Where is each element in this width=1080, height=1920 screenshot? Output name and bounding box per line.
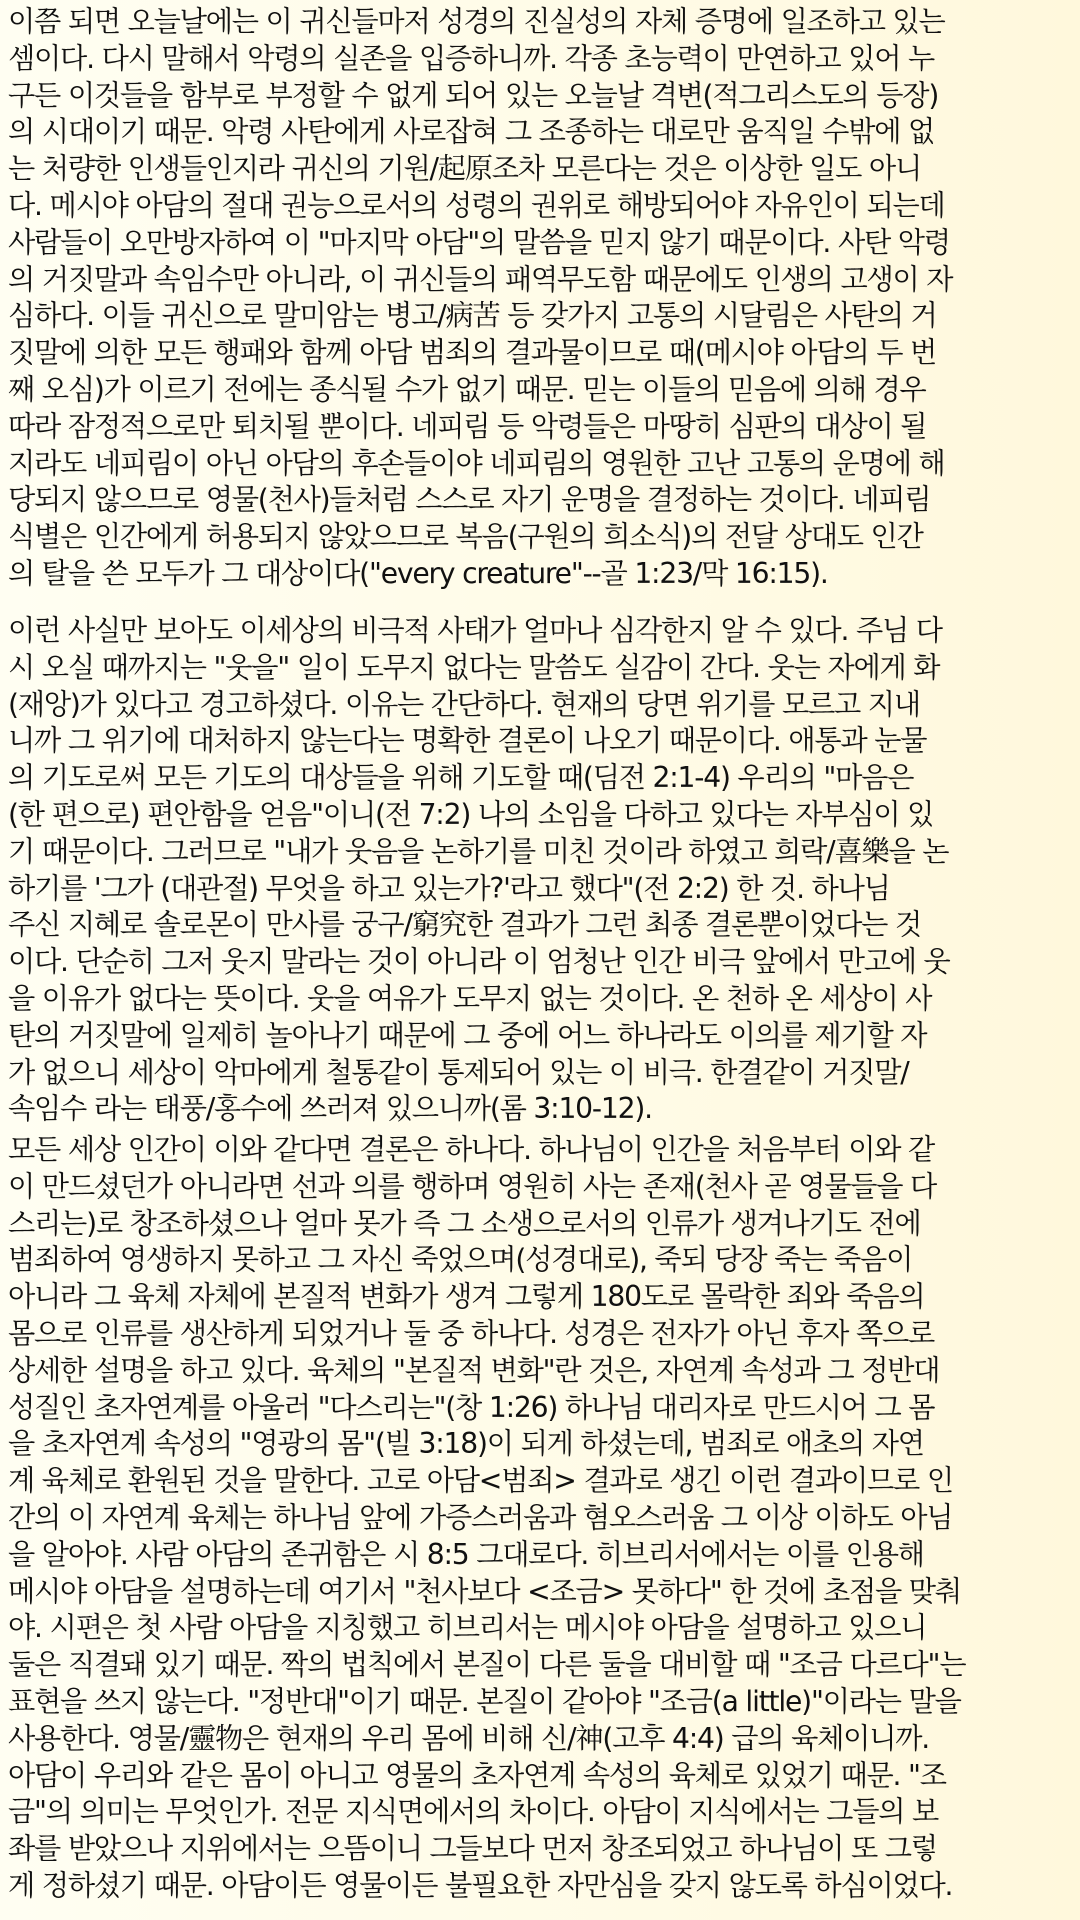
text-line: 게 정하셨기 때문. 아담이든 영물이든 불필요한 자만심을 갖지 않도록 하심이었다. <box>8 1868 953 1902</box>
text-line: 이런 사실만 보아도 이세상의 비극적 사태가 얼마나 심각한지 알 수 있다. 주님 다 <box>8 614 942 647</box>
text-line: 시 오실 때까지는 "웃을" 일이 도무지 없다는 말씀도 실감이 간다. 웃는 자에게 화 <box>8 650 940 684</box>
text-line: 계 육체로 환원된 것을 말한다. 고로 아담<범죄> 결과로 생긴 이런 결과이므로 인 <box>8 1464 953 1498</box>
text-line: 을 알아야. 사람 아담의 존귀함은 시 8:5 그대로다. 히브리서에서는 이를 인용해 <box>8 1537 924 1571</box>
text-line: 의 시대이기 때문. 악령 사탄에게 사로잡혀 그 조종하는 대로만 움직일 수밖에 없 <box>8 115 935 149</box>
text-line: 째 오심)가 이르기 전에는 종식될 수가 없기 때문. 믿는 이들의 믿음에 의해 경우 <box>8 372 926 406</box>
paragraph-2 <box>8 613 1072 1128</box>
text-line: 따라 잠정적으로만 퇴치될 뿐이다. 네피림 등 악령들은 마땅히 심판의 대상이 될 <box>8 409 927 443</box>
text-line: 사용한다. 영물/靈物은 현재의 우리 몸에 비해 신/神(고후 4:4) 급의 육체이니까. <box>8 1721 930 1755</box>
paragraph-1 <box>8 4 1072 593</box>
text-line: 범죄하여 영생하지 못하고 그 자신 죽었으며(성경대로), 죽되 당장 죽는 죽음이 <box>8 1243 913 1277</box>
text-line: 메시야 아담을 설명하는데 여기서 "천사보다 <조금> 못하다" 한 것에 초점을 맞춰 <box>8 1574 961 1608</box>
text-line: 지라도 네피림이 아닌 아담의 후손들이야 네피림의 영원한 고난 고통의 운명에 해 <box>8 446 945 480</box>
text-line: 셈이다. 다시 말해서 악령의 실존을 입증하니까. 각종 초능력이 만연하고 있어 누 <box>8 41 935 75</box>
text-line: 야. 시편은 첫 사람 아담을 지칭했고 히브리서는 메시야 아담을 설명하고 있으니 <box>8 1611 927 1645</box>
paragraph-3 <box>8 1132 1072 1905</box>
text-line: 이 만드셨던가 아니라면 선과 의를 행하며 영원히 사는 존재(천사 곧 영물들을 다 <box>8 1169 937 1203</box>
text-line: 주신 지혜로 솔로몬이 만사를 궁구/窮究한 결과가 그런 최종 결론뿐이었다는 것 <box>8 908 921 942</box>
text-line: 의 기도로써 모든 기도의 대상들을 위해 기도할 때(딤전 2:1-4) 우리의 "마음은 <box>8 761 914 795</box>
text-line: 간의 이 자연계 육체는 하나님 앞에 가증스러움과 혐오스러움 그 이상 이하도 아님 <box>8 1500 953 1534</box>
text-line: 당되지 않으므로 영물(천사)들처럼 스스로 자기 운명을 결정하는 것이다. 네피림 <box>8 483 931 517</box>
text-line: 아담이 우리와 같은 몸이 아니고 영물의 초자연계 속성의 육체로 있었기 때문. "조 <box>8 1758 946 1792</box>
text-line: 을 초자연계 속성의 "영광의 몸"(빌 3:18)이 되게 하셨는데, 범죄로 애초의 자연 <box>8 1427 924 1461</box>
text-line: 식별은 인간에게 허용되지 않았으므로 복음(구원의 희소식)의 전달 상대도 인간 <box>8 520 923 554</box>
text-line: 의 거짓말과 속임수만 아니라, 이 귀신들의 패역무도함 때문에도 인생의 고생이 자 <box>8 262 953 296</box>
text-line: 몸으로 인류를 생산하게 되었거나 둘 중 하나다. 성경은 전자가 아닌 후자 쪽으로 <box>8 1316 935 1350</box>
text-line: 상세한 설명을 하고 있다. 육체의 "본질적 변화"란 것은, 자연계 속성과 그 정반대 <box>8 1353 940 1387</box>
text-line: 좌를 받았으나 지위에서는 으뜸이니 그들보다 먼저 창조되었고 하나님이 또 그렇 <box>8 1832 937 1866</box>
text-line: 속임수 라는 태풍/홍수에 쓰러져 있으니까(롬 3:10-12). <box>8 1092 652 1126</box>
text-line: 성질인 초자연계를 아울러 "다스리는"(창 1:26) 하나님 대리자로 만드시어 그 몸 <box>8 1390 935 1424</box>
text-line: 는 처량한 인생들인지라 귀신의 기원/起原조차 모른다는 것은 이상한 일도 아니 <box>8 152 921 186</box>
text-line: 심하다. 이들 귀신으로 말미암는 병고/病苦 등 갖가지 고통의 시달림은 사탄의 거 <box>8 299 937 333</box>
text-line: 표현을 쓰지 않는다. "정반대"이기 때문. 본질이 같아야 "조금(a little)"이라는 말을 <box>8 1684 961 1718</box>
text-line: 탄의 거짓말에 일제히 놀아나기 때문에 그 중에 어느 하나라도 이의를 제기할 자 <box>8 1018 927 1052</box>
text-line: 아니라 그 육체 자체에 본질적 변화가 생겨 그렇게 180도로 몰락한 죄와 죽음의 <box>8 1280 925 1314</box>
text-line: 사람들이 오만방자하여 이 "마지막 아담"의 말씀을 믿지 않기 때문이다. 사탄 악령 <box>8 225 950 259</box>
text-line: 가 없으니 세상이 악마에게 철통같이 통제되어 있는 이 비극. 한결같이 거짓말/ <box>8 1055 909 1089</box>
text-line: 이다. 단순히 그저 웃지 말라는 것이 아니라 이 엄청난 인간 비극 앞에서 만고에 웃 <box>8 945 950 979</box>
text-line: (한 편으로) 편안함을 얻음"이니(전 7:2) 나의 소임을 다하고 있다는 자부심이 있 <box>8 797 934 831</box>
text-line: 금"의 의미는 무엇인가. 전문 지식면에서의 차이다. 아담이 지식에서는 그들의 보 <box>8 1795 939 1829</box>
text-line: 을 이유가 없다는 뜻이다. 웃을 여유가 도무지 없는 것이다. 온 천하 온 세상이 사 <box>8 981 932 1015</box>
text-line: 하기를 '그가 (대관절) 무엇을 하고 있는가?'라고 했다"(전 2:2) 한 것. 하나님 <box>8 871 890 905</box>
text-line: 다. 메시야 아담의 절대 권능으로서의 성령의 권위로 해방되어야 자유인이 되는데 <box>8 188 945 222</box>
text-line: 구든 이것들을 함부로 부정할 수 없게 되어 있는 오늘날 격변(적그리스도의 등장) <box>8 78 939 112</box>
text-line: 기 때문이다. 그러므로 "내가 웃음을 논하기를 미친 것이라 하였고 희락/喜樂을 논 <box>8 834 949 868</box>
text-line: 스리는)로 창조하셨으나 얼마 못가 즉 그 소생으로서의 인류가 생겨나기도 전에 <box>8 1206 921 1240</box>
text-line: (재앙)가 있다고 경고하셨다. 이유는 간단하다. 현재의 당면 위기를 모르고 지내 <box>8 687 920 721</box>
text-line: 이쯤 되면 오늘날에는 이 귀신들마저 성경의 진실성의 자체 증명에 일조하고 있는 <box>8 5 945 38</box>
text-line: 모든 세상 인간이 이와 같다면 결론은 하나다. 하나님이 인간을 처음부터 이와 같 <box>8 1133 935 1166</box>
text-line: 의 탈을 쓴 모두가 그 대상이다("every creature"--골 1:23/막 16:15). <box>8 556 828 590</box>
text-line: 둘은 직결돼 있기 때문. 짝의 법칙에서 본질이 다른 둘을 대비할 때 "조금 다르다"는 <box>8 1648 966 1682</box>
text-line: 니까 그 위기에 대처하지 않는다는 명확한 결론이 나오기 때문이다. 애통과 눈물 <box>8 724 927 758</box>
text-line: 짓말에 의한 모든 행패와 함께 아담 범죄의 결과물이므로 때(메시야 아담의 두 번 <box>8 336 937 370</box>
